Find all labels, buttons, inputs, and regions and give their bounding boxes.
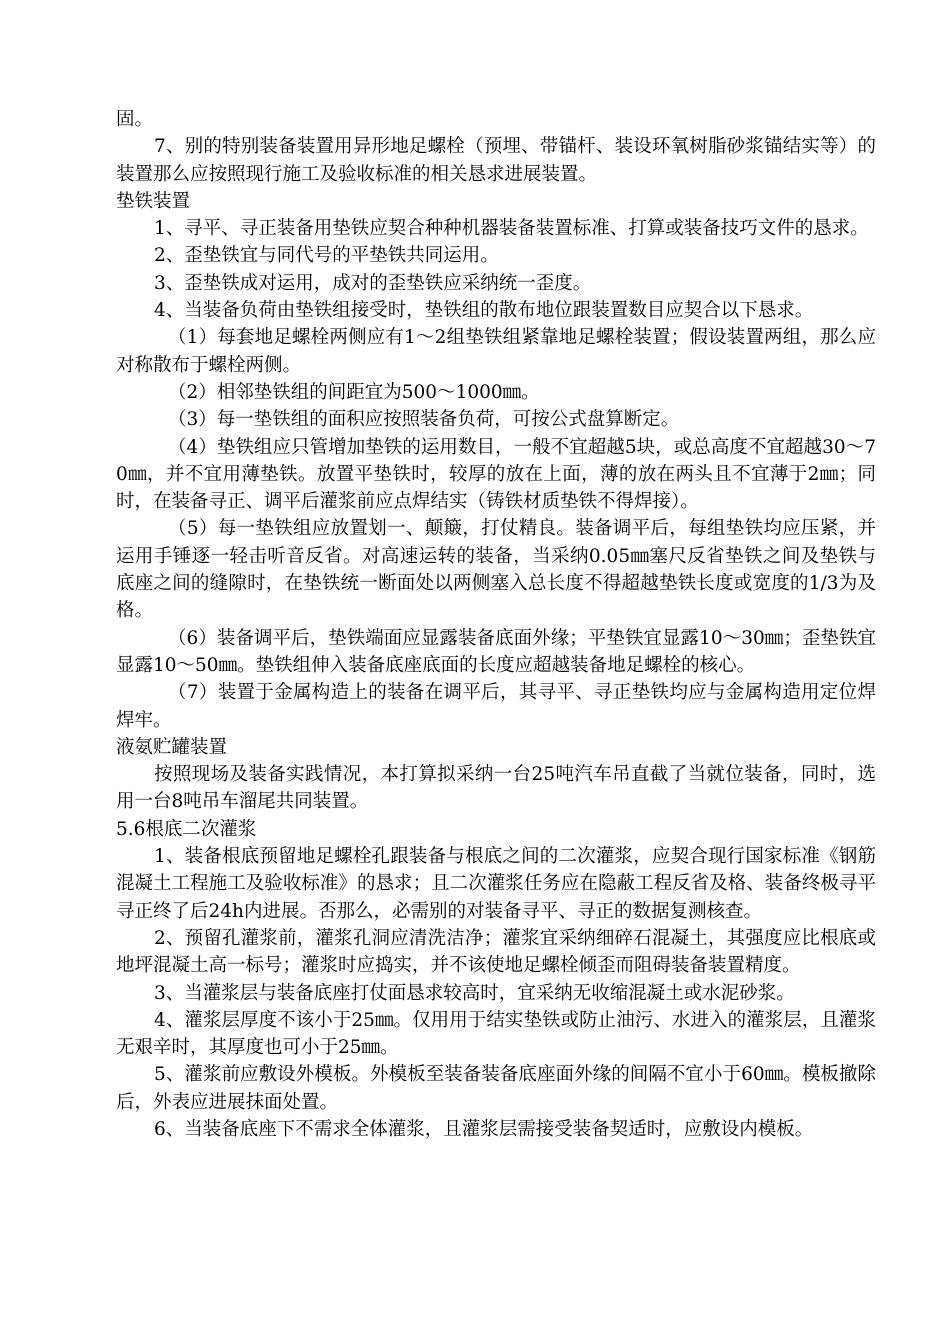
paragraph-shim-subitem-3: （3）每一垫铁组的面积应按照装备负荷，可按公式盘算断定。 (168, 409, 680, 431)
paragraph-shim-subitem-6: （6）装备调平后，垫铁端面应显露装备底面外缘；平垫铁宜显露10～30㎜；歪垫铁宜显露10～50㎜。垫铁组伸入装备底座底面的长度应超越装备地足螺栓的核心。 (116, 627, 876, 676)
paragraph-shim-subitem-5: （5）每一垫铁组应放置划一、颠簸，打仗精良。装备调平后，每组垫铁均应压紧，并运用手锤逐一轻击听音反省。对高速运转的装备，当采纳0.05㎜塞尺反省垫铁之间及垫铁与底座之间的缝隙时，在垫铁统一断面处以两侧塞入总长度不得超越垫铁长度或宽度的1/3为及格。 (116, 518, 876, 622)
document-page (116, 106, 876, 1143)
paragraph-grout-item-1: 1、装备根底预留地足螺栓孔跟装备与根底之间的二次灌浆，应契合现行国家标准《钢筋混凝土工程施工及验收标准》的恳求；且二次灌浆任务应在隐蔽工程反省及格、装备终极寻平寻正终了后24h内进展。否那么，必需别的对装备寻平、寻正的数据复测核查。 (116, 846, 876, 922)
paragraph-ammonia-tank: 按照现场及装备实践情况，本打算拟采纳一台25吨汽车吊直截了当就位装备，同时，选用一台8吨吊车溜尾共同装置。 (116, 764, 876, 813)
paragraph-shim-subitem-7: （7）装置于金属构造上的装备在调平后，其寻平、寻正垫铁均应与金属构造用定位焊焊牢。 (116, 682, 876, 731)
section-heading-grouting: 5.6根底二次灌浆 (116, 818, 257, 840)
paragraph-shim-item-3: 3、歪垫铁成对运用，成对的歪垫铁应采纳统一歪度。 (154, 272, 592, 294)
paragraph-grout-item-3: 3、当灌浆层与装备底座打仗面恳求较高时，宜采纳无收缩混凝土或水泥砂浆。 (154, 982, 795, 1004)
paragraph-grout-item-5: 5、灌浆前应敷设外模板。外模板至装备装备底座面外缘的间隔不宜小于60㎜。模板撤除后，外表应进展抹面处置。 (116, 1064, 876, 1113)
section-heading-ammonia-tank: 液氨贮罐装置 (116, 736, 228, 758)
section-heading-shim-install: 垫铁装置 (116, 190, 191, 212)
paragraph-shim-item-1: 1、寻平、寻正装备用垫铁应契合种种机器装备装置标准、打算或装备技巧文件的恳求。 (154, 218, 869, 240)
paragraph-shim-subitem-4: （4）垫铁组应只管增加垫铁的运用数目，一般不宜超越5块，或总高度不宜超越30～70㎜，并不宜用薄垫铁。放置平垫铁时，较厚的放在上面，薄的放在两头且不宜薄于2㎜；同时，在装备寻正、调平后灌浆前应点焊结实（铸铁材质垫铁不得焊接）。 (116, 436, 876, 513)
paragraph-shim-subitem-2: （2）相邻垫铁组的间距宜为500～1000㎜。 (168, 381, 540, 403)
paragraph-grout-item-6: 6、当装备底座下不需求全体灌浆，且灌浆层需接受装备契适时，应敷设内模板。 (154, 1118, 814, 1140)
paragraph-continuation: 固。 (116, 109, 154, 130)
paragraph-shim-subitem-1: （1）每套地足螺栓两侧应有1～2组垫铁组紧靠地足螺栓装置；假设装置两组，那么应对称散布于螺栓两侧。 (116, 327, 876, 376)
paragraph-grout-item-2: 2、预留孔灌浆前，灌浆孔洞应清洗洁净；灌浆宜采纳细碎石混凝土，其强度应比根底或地坪混凝土高一标号；灌浆时应捣实，并不该使地足螺栓倾歪而阻碍装备装置精度。 (116, 927, 876, 977)
paragraph-anchor-bolt-install: 7、别的特别装备装置用异形地足螺栓（预埋、带锚杆、装设环氧树脂砂浆锚结实等）的装置那么应按照现行施工及验收标准的相关恳求进展装置。 (116, 136, 876, 185)
paragraph-shim-item-4: 4、当装备负荷由垫铁组接受时，垫铁组的散布地位跟装置数目应契合以下恳求。 (154, 300, 814, 322)
paragraph-grout-item-4: 4、灌浆层厚度不该小于25㎜。仅用用于结实垫铁或防止油污、水进入的灌浆层，且灌浆无艰辛时，其厚度也可小于25㎜。 (116, 1009, 876, 1059)
paragraph-shim-item-2: 2、歪垫铁宜与同代号的平垫铁共同运用。 (154, 245, 499, 267)
